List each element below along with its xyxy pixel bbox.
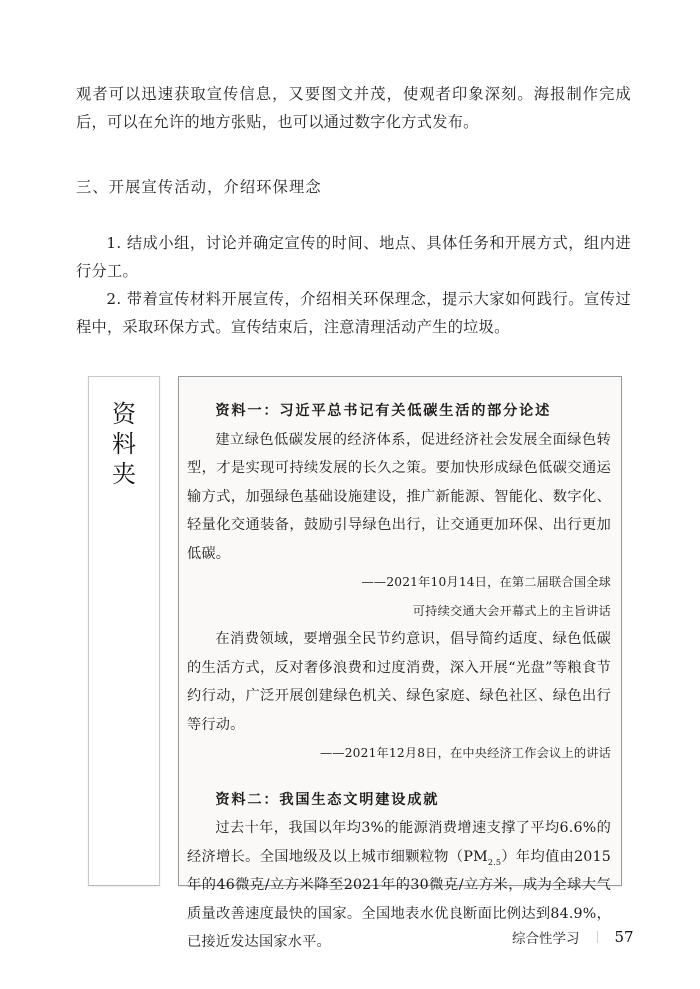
section-heading: 三、开展宣传活动，介绍环保理念 — [76, 178, 322, 196]
intro-paragraph: 观者可以迅速获取宣传信息，又要图文并茂，使观者印象深刻。海报制作完成后，可以在允许的地方张贴，也可以通过数字化方式发布。 — [76, 85, 631, 131]
material-1-quote-2: 在消费领域，要增强全民节约意识，倡导简约适度、绿色低碳的生活方式，反对奢侈浪费和过度消费，深入开展“光盘”等粮食节约行动，广泛开展创建绿色机关、绿色家庭、绿色社区、绿色出行等行动。 — [187, 631, 611, 733]
material-2-text: 过去十年，我国以年均3%的能源消费增速支撑了平均6.6%的经济增长。全国地级及以上城市细颗粒物$(PM_{2.5})$年均值由2015年的46微克/立方米降至2021年的30微克/立方米，成为全球大气质量改善速度最快的国家。全国地表水优良断面比例达到84.9%，已接近发达国家水平。 — [187, 820, 611, 950]
page-footer — [512, 927, 634, 947]
material-1-source-1-line-2: 可持续交通大会开幕式上的主旨讲话 — [412, 603, 611, 618]
step-1: 1. 结成小组，讨论并确定宣传的时间、地点、具体任务和开展方式，组内进行分工。 — [76, 234, 631, 280]
page-number: 57 — [614, 928, 634, 946]
material-1-quote-1: 建立绿色低碳发展的经济体系，促进经济社会发展全面绿色转型，才是实现可持续发展的长久之策。要加快形成绿色低碳交通运输方式，加强绿色基础设施建设，推广新能源、智能化、数字化、轻量化交通装备，鼓励引导绿色出行，让交通更加环保、出行更加低碳。 — [187, 431, 611, 562]
materials-folder-label-box — [88, 376, 160, 886]
footer-section-name: 综合性学习 — [512, 931, 580, 947]
materials-folder-label: 资 料 夹 — [112, 400, 136, 488]
footer-divider — [597, 931, 598, 943]
material-1-title: 资料一：习近平总书记有关低碳生活的部分论述 — [215, 403, 552, 419]
material-1-source-2: ——2021年12月8日，在中央经济工作会议上的讲话 — [319, 746, 611, 760]
material-1-source-1-line-1: ——2021年10月14日，在第二届联合国全球 — [361, 575, 611, 589]
material-2-title: 资料二：我国生态文明建设成就 — [215, 791, 440, 808]
step-2: 2. 带着宣传材料开展宣传，介绍相关环保理念，提示大家如何践行。宣传过程中，采取环保方式。宣传结束后，注意清理活动产生的垃圾。 — [76, 290, 631, 336]
